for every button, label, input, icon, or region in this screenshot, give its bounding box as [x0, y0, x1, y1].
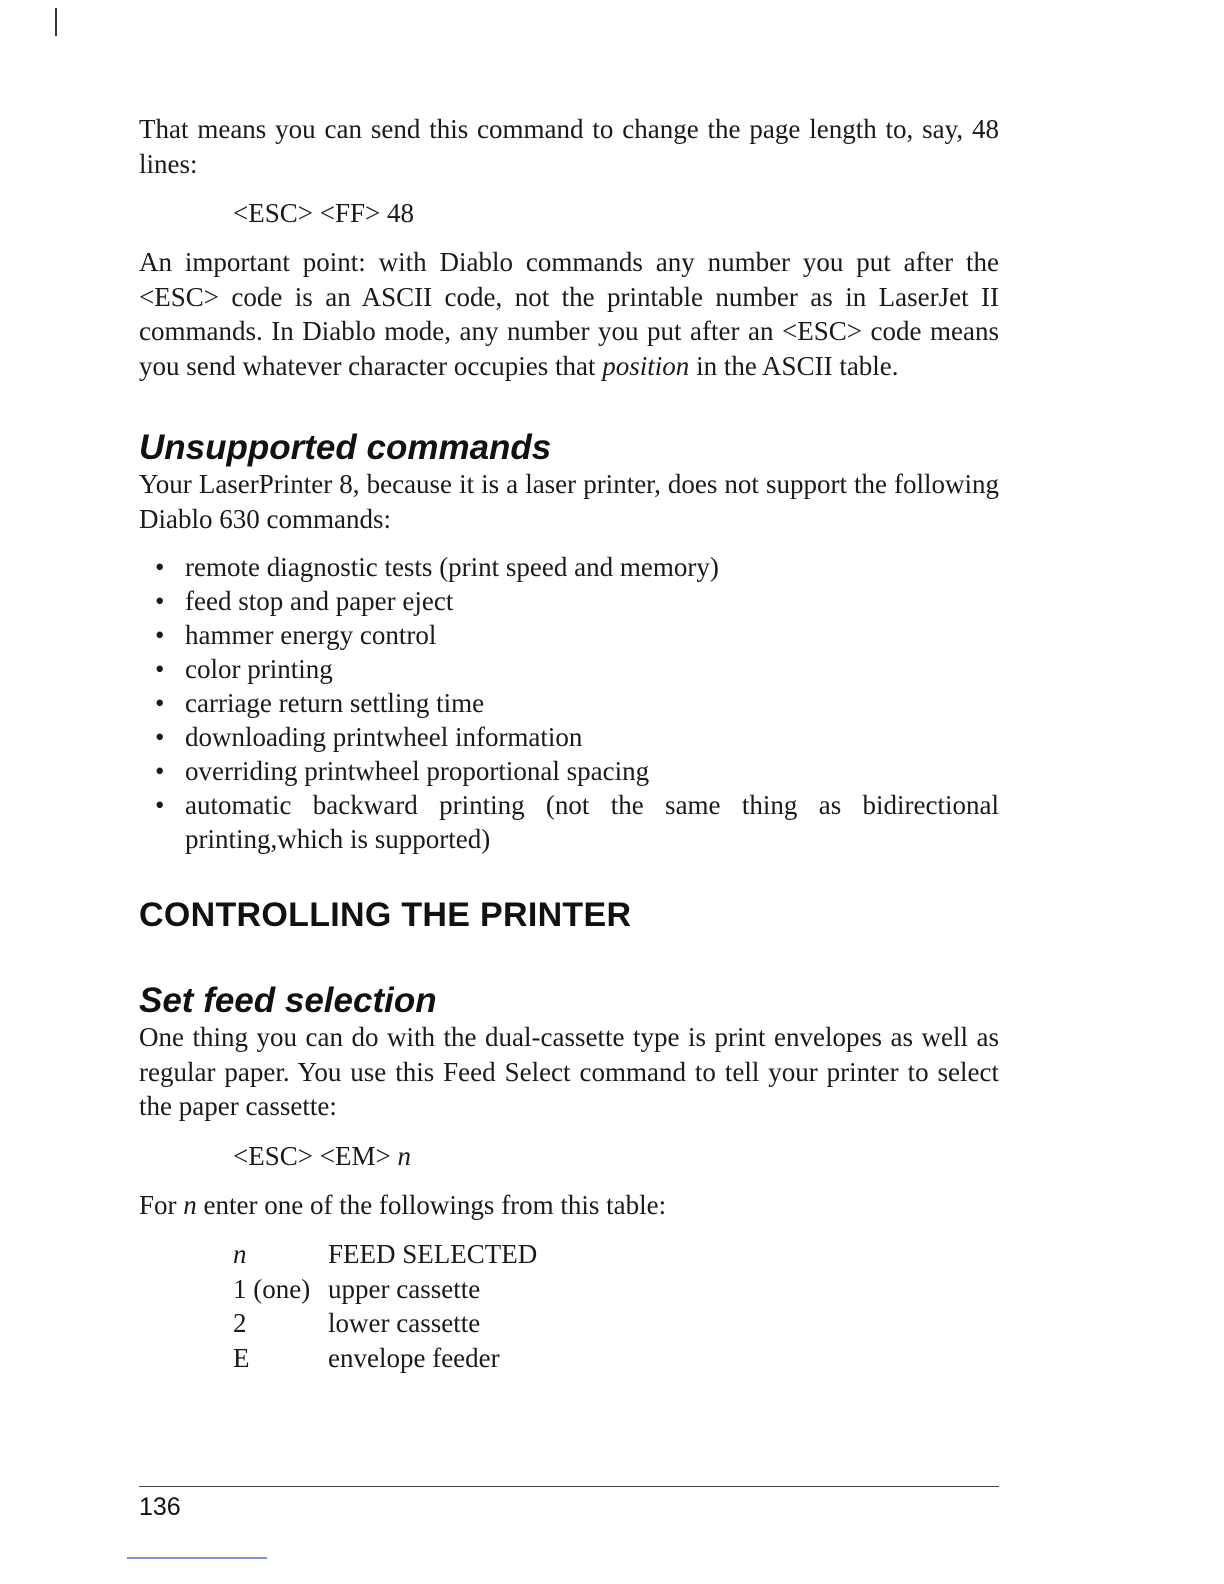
table-intro-variable: n	[183, 1189, 197, 1220]
scan-margin-mark	[55, 8, 57, 36]
bullet-icon: •	[155, 756, 165, 786]
table-cell-value: upper cassette	[328, 1273, 481, 1304]
list-item-text: carriage return settling time	[185, 688, 485, 718]
page-content	[139, 112, 999, 1375]
feed-selection-table	[233, 1237, 537, 1375]
table-cell-key: 2	[233, 1308, 247, 1338]
table-cell-key: 1 (one)	[233, 1273, 311, 1304]
table-intro-prefix: For	[139, 1189, 184, 1220]
diablo-paragraph-text-b: in the ASCII table.	[689, 350, 899, 381]
unsupported-list	[139, 550, 999, 856]
table-header-feed-selected: FEED SELECTED	[328, 1239, 538, 1269]
emphasis-position: position	[602, 350, 690, 381]
code-variable-n: n	[397, 1140, 411, 1171]
unsupported-intro: Your LaserPrinter 8, because it is a laser printer, does not support the following Diablo 630 commands:	[139, 469, 999, 534]
list-item	[139, 618, 999, 652]
bullet-icon: •	[155, 620, 165, 650]
intro-paragraph: That means you can send this command to change the page length to, say, 48 lines:	[139, 114, 999, 179]
table-header-row	[233, 1237, 537, 1272]
diablo-ascii-paragraph	[139, 245, 999, 383]
list-item-text: feed stop and paper eject	[185, 586, 454, 616]
list-item-text: downloading printwheel information	[185, 722, 583, 752]
list-item	[139, 652, 999, 686]
table-header-n	[233, 1237, 328, 1272]
list-item	[139, 720, 999, 754]
list-item-text: automatic backward printing (not the same thing as bidirectional printing,which is supported)	[185, 790, 999, 854]
bullet-icon: •	[155, 654, 165, 684]
list-item-text: hammer energy control	[185, 620, 437, 650]
feed-selection-paragraph: One thing you can do with the dual-cassette type is print envelopes as well as regular paper. You use this Feed Select command to tell your printer to select the paper cassette:	[139, 1022, 999, 1121]
table-intro-suffix: enter one of the followings from this table:	[196, 1189, 667, 1220]
list-item	[139, 550, 999, 584]
bullet-icon: •	[155, 552, 165, 582]
list-item-text: color printing	[185, 654, 333, 684]
table-cell-value: envelope feeder	[328, 1342, 500, 1373]
table-row	[233, 1306, 537, 1341]
table-cell-key: E	[233, 1342, 250, 1373]
heading-controlling-the-printer: CONTROLLING THE PRINTER	[139, 896, 632, 934]
bullet-icon: •	[155, 790, 165, 820]
heading-unsupported-commands: Unsupported commands	[139, 428, 552, 467]
bullet-icon: •	[155, 722, 165, 752]
table-row	[233, 1341, 537, 1376]
table-row	[233, 1272, 537, 1307]
footer-divider	[139, 1486, 999, 1487]
header-variable-n: n	[233, 1239, 247, 1269]
bullet-icon: •	[155, 688, 165, 718]
diablo-paragraph-text-a: An important point: with Diablo commands any number you put after the <ESC> code is an ASCII code, not the printable number as in LaserJet II commands. In Diablo mode, any number you put after an <ESC> code means you send whatever character occupies that	[139, 247, 999, 381]
heading-set-feed-selection: Set feed selection	[139, 981, 437, 1020]
scan-bottom-mark	[127, 1557, 267, 1559]
page-number: 136	[139, 1493, 181, 1521]
list-item	[139, 788, 999, 856]
code-esc-ff-48: <ESC> <FF> 48	[233, 198, 414, 228]
list-item	[139, 584, 999, 618]
list-item-text: remote diagnostic tests (print speed and memory)	[185, 552, 719, 582]
bullet-icon: •	[155, 586, 165, 616]
code-esc-em-n	[233, 1139, 999, 1173]
code-text: <ESC> <EM>	[233, 1140, 398, 1171]
list-item	[139, 754, 999, 788]
list-item	[139, 686, 999, 720]
table-intro	[139, 1188, 999, 1223]
list-item-text: overriding printwheel proportional spacing	[185, 756, 650, 786]
table-cell-value: lower cassette	[328, 1308, 481, 1338]
